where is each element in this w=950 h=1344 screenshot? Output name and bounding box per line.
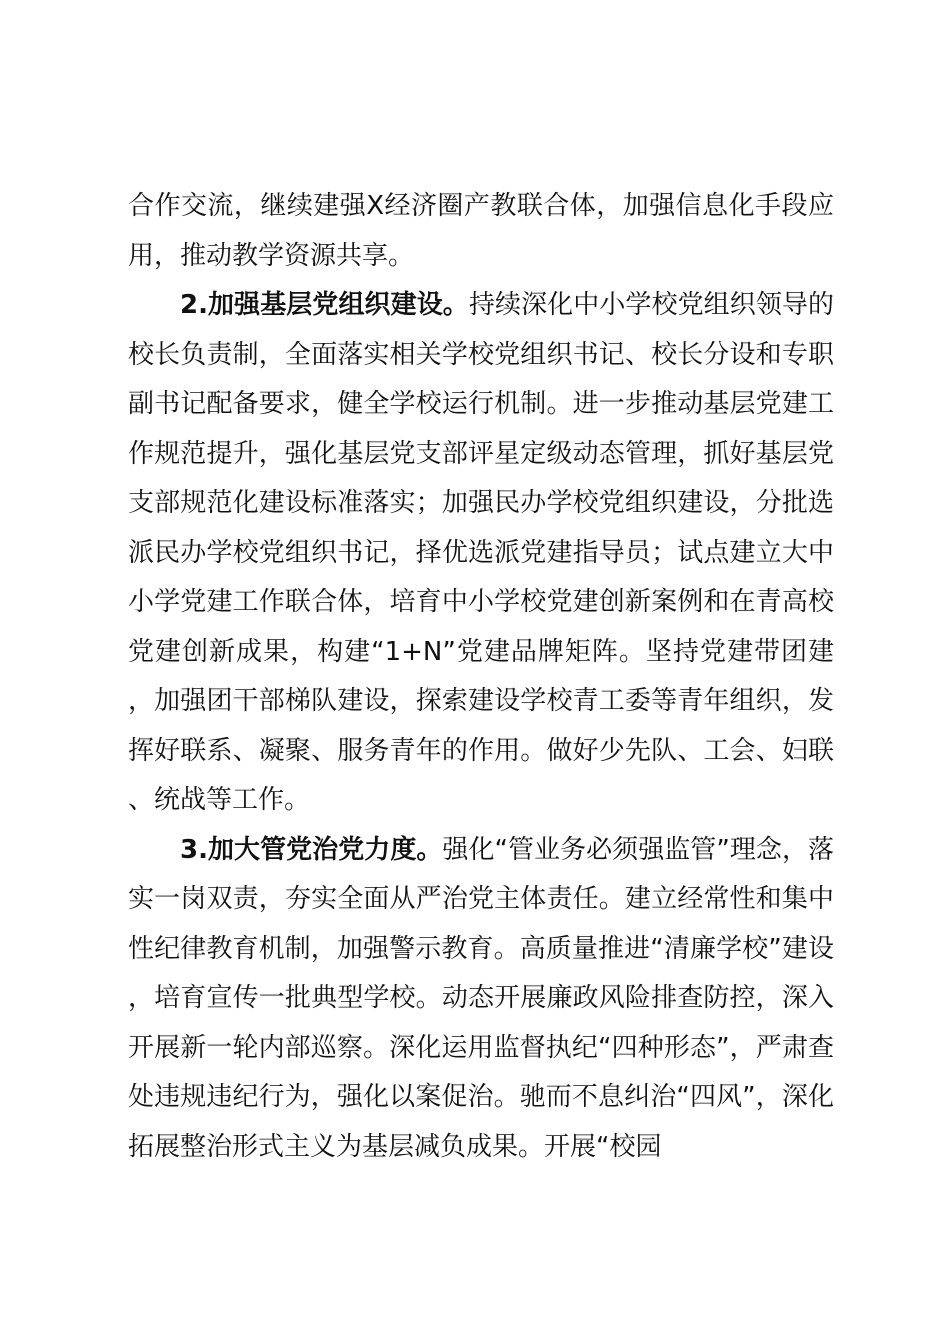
paragraph-2-text: 持续深化中小学校党组织领导的校长负责制，全面落实相关学校党组织书记、校长分设和专职副书记配备要求，健全学校运行机制。进一步推动基层党建工作规范提升，强化基层党支部评星定级动态管理，抓好基层党支部规范化建设标准落实；加强民办学校党组织建设，分批选派民办学校党组织书记，择优选派党建指导员；试点建立大中小学党建工作联合体，培育中小学校党建创新案例和在青高校党建创新成果，构建“1+N”党建品牌矩阵。坚持党建带团建，加强团干部梯队建设，探索建设学校青工委等青年组织，发挥好联系、凝聚、服务青年的作用。做好少先队、工会、妇联、统战等工作。 [128, 290, 834, 815]
paragraph-2-heading: 2.加强基层党组织建设。 [180, 290, 469, 320]
paragraph-party-governance [128, 826, 834, 1173]
document-body [128, 182, 834, 1172]
paragraph-party-organization [128, 281, 834, 826]
paragraph-3-text: 强化“管业务必须强监管”理念，落实一岗双责，夯实全面从严治党主体责任。建立经常性和集中性纪律教育机制，加强警示教育。高质量推进“清廉学校”建设，培育宣传一批典型学校。动态开展廉政风险排查防控，深入开展新一轮内部巡察。深化运用监督执纪“四种形态”，严肃查处违规违纪行为，强化以案促治。驰而不息纠治“四风”，深化拓展整治形式主义为基层减负成果。开展“校园 [128, 834, 834, 1162]
paragraph-3-heading: 3.加大管党治党力度。 [180, 834, 443, 865]
paragraph-1-text: 合作交流，继续建强X经济圈产教联合体，加强信息化手段应用，推动教学资源共享。 [128, 191, 834, 271]
paragraph-continued [128, 182, 834, 281]
